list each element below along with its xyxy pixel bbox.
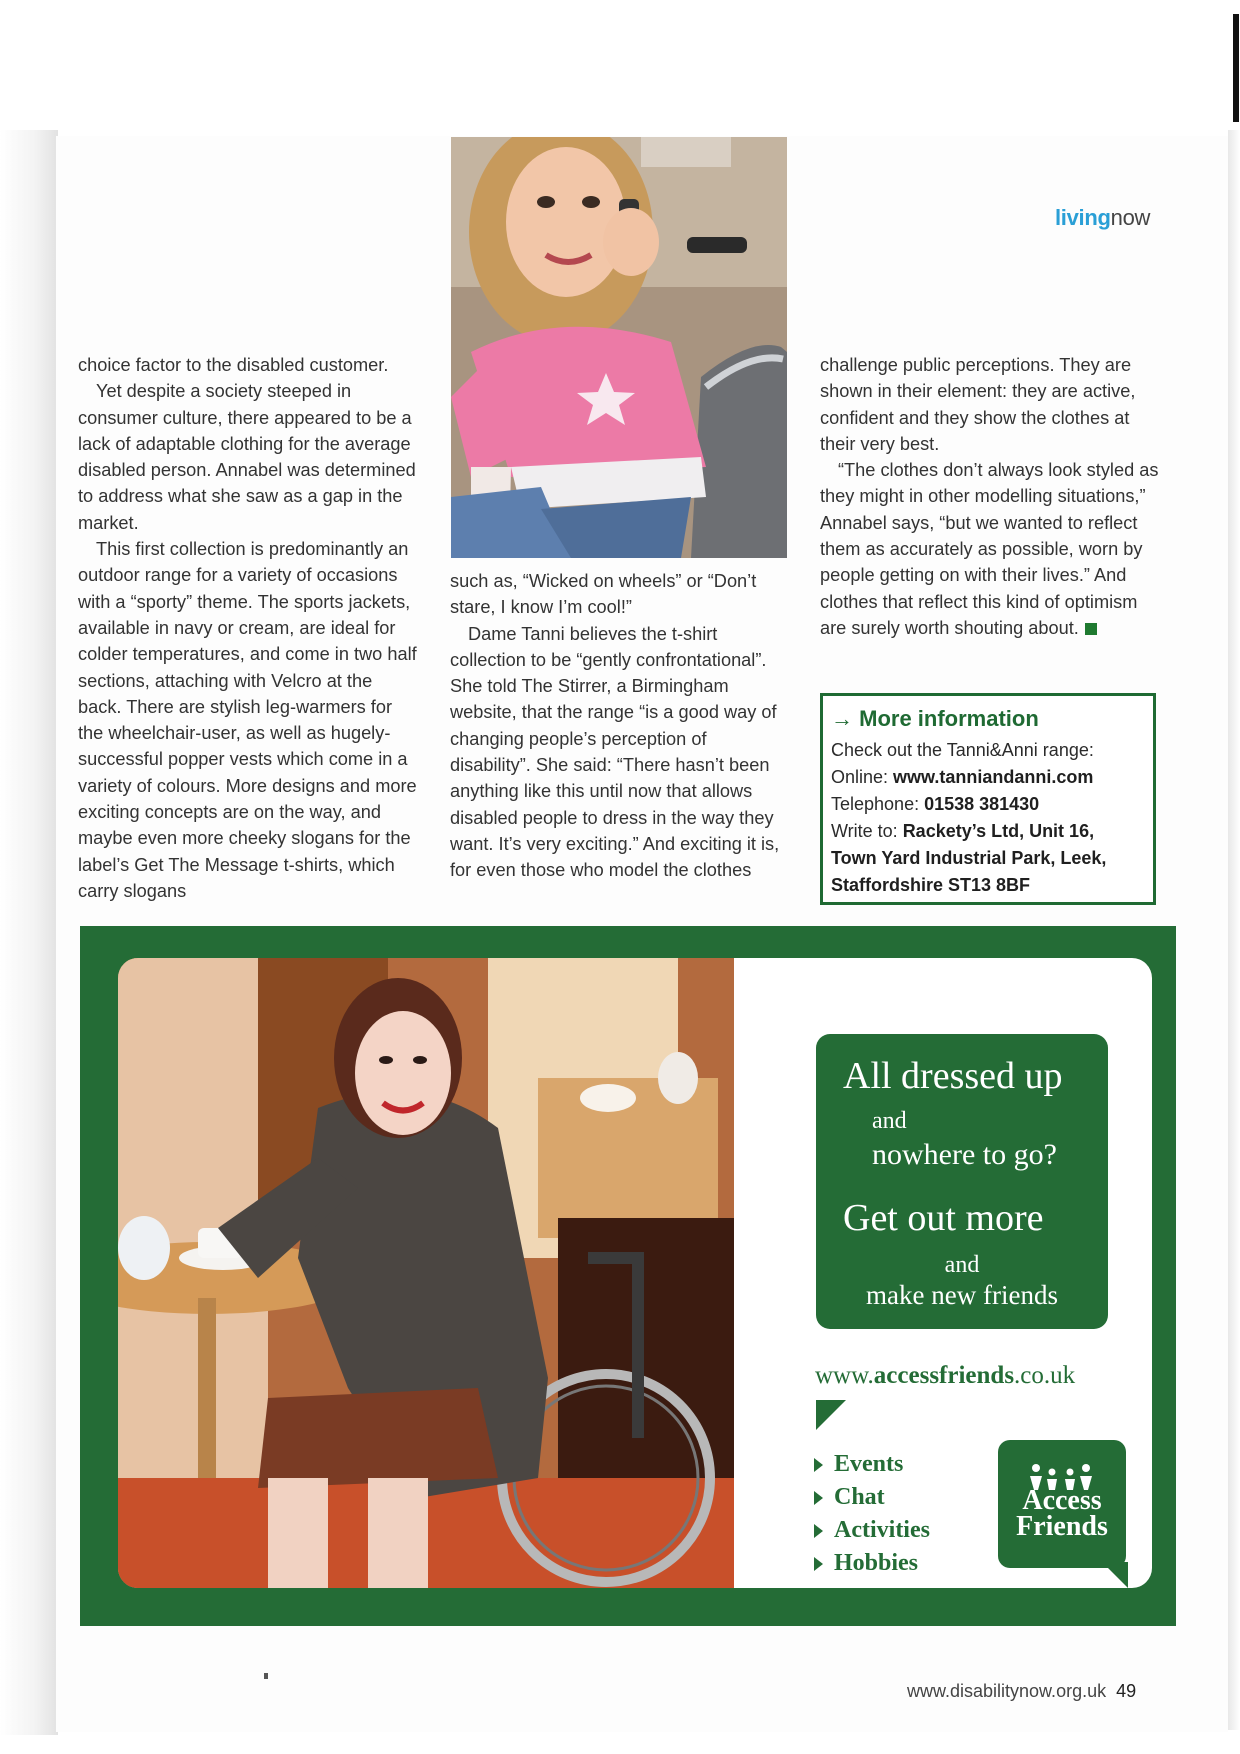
article-column-3 (820, 352, 1160, 641)
address-text-1: Rackety’s Ltd, Unit 16, (902, 821, 1095, 841)
online-line (831, 764, 1143, 791)
advert-url-domain: accessfriends (873, 1362, 1015, 1389)
more-information-box (820, 693, 1156, 905)
advert-headline-1: All dressed up (843, 1055, 1063, 1097)
more-information-intro: Check out the Tanni&Anni range: (831, 740, 1094, 760)
section-tag (1055, 205, 1150, 231)
logo-word-friends: Friends (1016, 1511, 1108, 1542)
article-photo-woman-phone (451, 137, 787, 558)
advert-url-prefix: www. (815, 1362, 874, 1389)
feature-activities (812, 1514, 930, 1547)
article-photo-illustration (451, 137, 787, 558)
col2-paragraph-1: such as, “Wicked on wheels” or “Don’t stare, I know I’m cool!” (450, 571, 757, 618)
address-line-3 (831, 872, 1143, 899)
footer-url: www.disabilitynow.org.uk (907, 1681, 1107, 1701)
more-information-heading: → More information (831, 706, 1039, 731)
col2-paragraph-2: Dame Tanni believes the t-shirt collection to be “gently confrontational”. She told The Stirrer, a Birmingham website, that the range “is a good way of changing people’s perception of disability”. She said: “There hasn’t been anything like this until now that allows disabled people to dress in the way they want. It’s very exciting.” And exciting it is, for even those who model the clothes (450, 623, 780, 881)
advert-headline-2: nowhere to go? (872, 1138, 1057, 1171)
col1-paragraph-2: Yet despite a society steeped in consumer culture, there appeared to be a lack of adaptable clothing for the average disabled person. Annabel was determined to address what she saw as a gap in the market. (78, 381, 416, 533)
advert-speech-bubble (816, 1034, 1108, 1329)
feature-chat-label: Chat (834, 1484, 885, 1510)
section-tag-rest: now (1110, 205, 1151, 230)
col3-paragraph-2-text: “The clothes don’t always look styled as they might in other modelling situations,” Annabel says, “but we wanted to reflect them as accurately as possible, worn by people getting on with their lives.” And clothes that reflect this kind of optimism are surely worth shouting about. (820, 460, 1159, 638)
feature-events-label: Events (834, 1451, 904, 1477)
scan-edge-shadow (0, 130, 58, 1735)
scan-spine (1228, 0, 1240, 1754)
feature-events (812, 1448, 930, 1481)
col1-paragraph-3: This first collection is predominantly an outdoor range for a variety of occasions with a “sporty” theme. The sports jackets, available in navy or cream, are ideal for colder temperatures, and come in two half sections, attaching with Velcro at the back. There are stylish leg-warmers for the wheelchair-user, as well as hugely-successful popper vests which come in a variety of colours. More designs and more exciting concepts are on the way, and maybe even more cheeky slogans for the label’s Get The Message t-shirts, which carry slogans (78, 539, 417, 901)
page-number: 49 (1116, 1681, 1137, 1701)
bullet-arrow-icon (814, 1557, 823, 1571)
advert-headline-4: make new friends (866, 1280, 1058, 1310)
logo-word-access: Access (1022, 1485, 1102, 1516)
address-line-1 (831, 818, 1143, 845)
article-column-2 (450, 568, 790, 884)
address-text-3: Staffordshire ST13 8BF (831, 875, 1031, 895)
address-line-2 (831, 845, 1143, 872)
logo-bubble-tail (1102, 1562, 1128, 1588)
section-tag-highlight: living (1055, 205, 1111, 230)
telephone-number: 01538 381430 (924, 794, 1040, 814)
advert-url-pointer (816, 1400, 846, 1430)
col3-paragraph-1: challenge public perceptions. They are shown in their element: they are active, confident and they show the clothes at their very best. (820, 355, 1136, 454)
feature-activities-label: Activities (834, 1517, 930, 1543)
advert-url-suffix: .co.uk (1014, 1362, 1076, 1389)
advert-headline-3: Get out more (843, 1197, 1044, 1239)
col3-paragraph-2 (820, 457, 1160, 641)
article-column-1 (78, 352, 418, 904)
advert-feature-list (812, 1448, 930, 1580)
online-link[interactable]: www.tanniandanni.com (893, 767, 1094, 787)
address-text-2: Town Yard Industrial Park, Leek, (831, 848, 1107, 868)
end-of-article-mark (1085, 623, 1097, 635)
advert-panel (118, 958, 1152, 1588)
feature-hobbies (812, 1547, 930, 1580)
advert-photo-illustration (118, 958, 734, 1588)
access-friends-advert (80, 926, 1176, 1626)
telephone-label: Telephone: (831, 794, 925, 814)
bullet-arrow-icon (814, 1524, 823, 1538)
print-speck (264, 1673, 268, 1679)
advert-and-2: and (944, 1252, 980, 1278)
advert-website-link[interactable] (815, 1362, 1075, 1390)
write-label: Write to: (831, 821, 903, 841)
advert-and-1: and (872, 1108, 907, 1134)
feature-hobbies-label: Hobbies (834, 1550, 919, 1576)
page-footer (907, 1681, 1136, 1702)
bullet-arrow-icon (814, 1491, 823, 1505)
online-label: Online: (831, 767, 894, 787)
advert-photo-woman-wheelchair (118, 958, 734, 1588)
col1-paragraph-1: choice factor to the disabled customer. (78, 355, 389, 375)
bullet-arrow-icon (814, 1458, 823, 1472)
telephone-line (831, 791, 1143, 818)
feature-chat (812, 1481, 930, 1514)
access-friends-logo (998, 1440, 1126, 1568)
